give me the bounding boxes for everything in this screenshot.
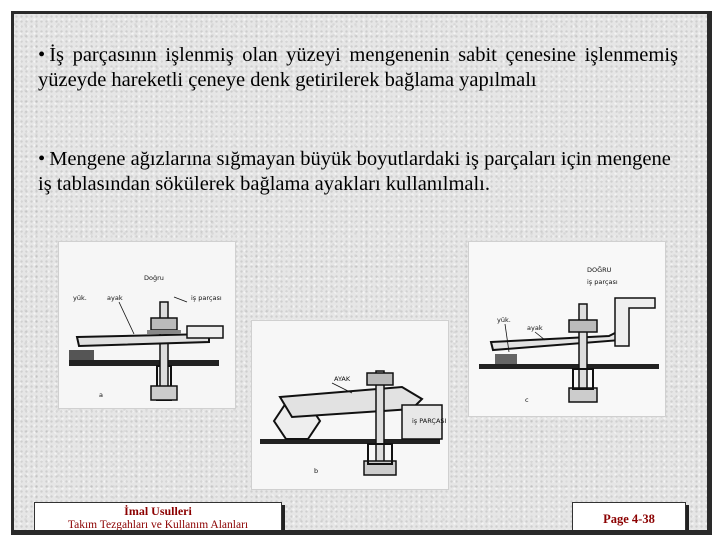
footer-course-box [34, 502, 282, 535]
label-foot: AYAK [334, 375, 351, 383]
label-foot: ayak [107, 294, 123, 302]
bullet-point-1 [38, 43, 678, 93]
label-workpiece: iş PARÇASI [412, 417, 447, 425]
clamping-drawing-a [59, 242, 235, 408]
label-correct: DOĞRU [587, 266, 612, 274]
label-foot: ayak [527, 324, 543, 332]
label-height: yük. [497, 316, 511, 324]
bullet-text: İş parçasının işlenmiş olan yüzeyi mengenenin sabit çenesine işlenmemiş yüzeyde hareketli çeneye denk getirilerek bağlama yapılmalı [38, 44, 678, 91]
figure-caption: a [99, 391, 103, 399]
bullet-symbol: • [38, 148, 46, 170]
label-workpiece: iş parçası [191, 294, 222, 302]
clamping-diagram-a [59, 242, 235, 408]
label-height: yük. [73, 294, 87, 302]
footer-course-title: İmal Usulleri [124, 504, 192, 518]
page-number: Page 4-38 [603, 511, 655, 526]
clamping-diagram-c [469, 242, 665, 416]
figure-caption: b [314, 467, 319, 475]
page-number-box [572, 502, 686, 535]
clamping-drawing-c [469, 242, 665, 416]
bullet-text: Mengene ağızlarına sığmayan büyük boyutlardaki iş parçaları için mengene iş tablasından sökülerek bağlama ayakları kullanılmalı. [38, 148, 671, 195]
bullet-symbol: • [38, 44, 46, 66]
label-workpiece: iş parçası [587, 278, 618, 286]
clamping-drawing-b [252, 321, 448, 489]
bullet-point-2 [38, 147, 678, 197]
figure-caption: c [525, 396, 529, 404]
clamping-diagram-b [252, 321, 448, 489]
slide [11, 11, 712, 535]
footer-course-subtitle: Takım Tezgahları ve Kullanım Alanları [67, 519, 249, 531]
label-correct: Doğru [144, 274, 164, 282]
